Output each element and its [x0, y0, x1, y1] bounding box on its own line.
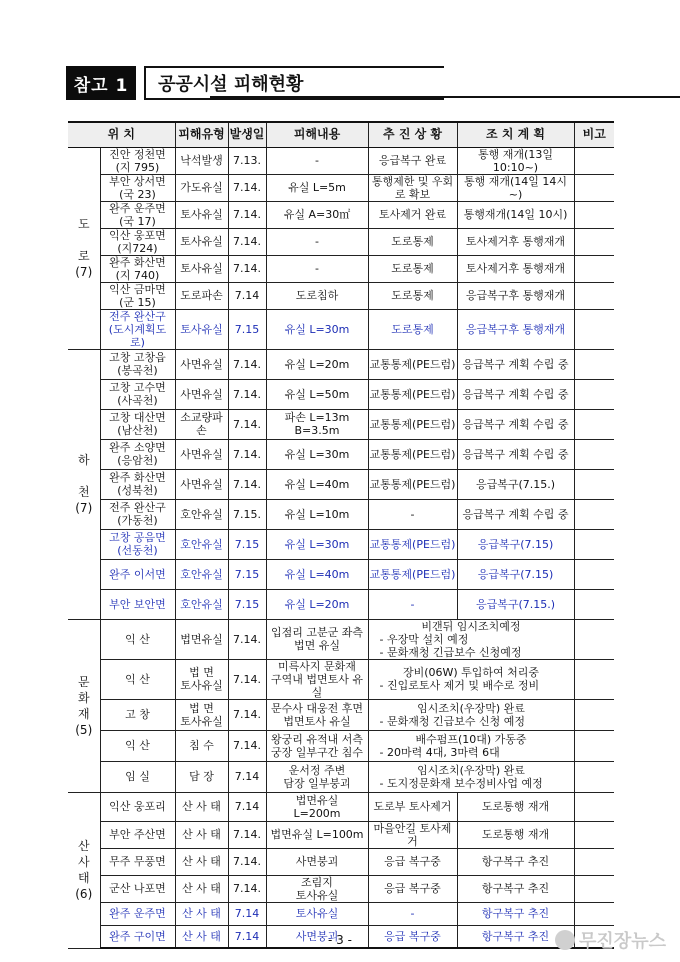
- type-cell: 법면유실: [175, 619, 228, 659]
- plan-cell: 임시조치(우장막) 완료 - 도지정문화재 보수정비사업 예정: [368, 761, 574, 792]
- damage-cell: 유실 L=10m: [266, 499, 368, 529]
- status-cell: 교통통제(PE드럼): [368, 559, 457, 589]
- plan-cell: 토사제거후 통행재개: [457, 228, 574, 255]
- plan-cell: 응급복구 계획 수립 중: [457, 499, 574, 529]
- status-cell: 교통통제(PE드럼): [368, 529, 457, 559]
- note-cell: [574, 848, 614, 875]
- table-row: [68, 228, 614, 255]
- damage-cell: 유실 L=30m: [266, 529, 368, 559]
- location-cell: 전주 완산구 (가동천): [100, 499, 175, 529]
- note-cell: [574, 228, 614, 255]
- type-cell: 법 면 토사유실: [175, 659, 228, 699]
- table-row: [68, 848, 614, 875]
- col-date: 발생일: [228, 122, 266, 147]
- table-row: [68, 282, 614, 309]
- damage-cell: 사면붕괴: [266, 925, 368, 948]
- type-cell: 가도유실: [175, 174, 228, 201]
- status-cell: -: [368, 902, 457, 925]
- table-row: [68, 469, 614, 499]
- note-cell: [574, 174, 614, 201]
- watermark-text: 무진장뉴스: [579, 931, 666, 952]
- table-row: [68, 499, 614, 529]
- table-row: [68, 409, 614, 439]
- location-cell: 고창 공음면 (선동천): [100, 529, 175, 559]
- table-row: [68, 659, 614, 699]
- date-cell: 7.15: [228, 529, 266, 559]
- date-cell: 7.14.: [228, 469, 266, 499]
- col-plan: 조 치 계 획: [457, 122, 574, 147]
- plan-cell: 응급복구(7.15): [457, 559, 574, 589]
- status-cell: 마을안길 토사제거: [368, 821, 457, 848]
- status-cell: 토사제거 완료: [368, 201, 457, 228]
- damage-cell: 유실 L=20m: [266, 349, 368, 379]
- note-cell: [574, 699, 614, 730]
- plan-cell: 응급복구후 통행재개: [457, 309, 574, 349]
- table-row: [68, 439, 614, 469]
- note-cell: [574, 379, 614, 409]
- page-number: - 3 -: [328, 933, 352, 947]
- date-cell: 7.15: [228, 309, 266, 349]
- location-cell: 전주 완산구 (도시계획도로): [100, 309, 175, 349]
- plan-cell: 도로통행 재개: [457, 792, 574, 821]
- plan-cell: 통행 재개(14일 14시~): [457, 174, 574, 201]
- table-row: [68, 349, 614, 379]
- damage-cell: 유실 L=30m: [266, 439, 368, 469]
- damage-cell: 파손 L=13m B=3.5m: [266, 409, 368, 439]
- table-row: [68, 147, 614, 174]
- date-cell: 7.15: [228, 559, 266, 589]
- location-cell: 군산 나포면: [100, 875, 175, 902]
- type-cell: 산 사 태: [175, 821, 228, 848]
- plan-cell: 통행 재개(13일 10:10~): [457, 147, 574, 174]
- location-cell: 고창 대산면 (남산천): [100, 409, 175, 439]
- date-cell: 7.14.: [228, 228, 266, 255]
- category-heritage: 문 화 재 (5): [68, 619, 100, 792]
- location-cell: 부안 보안면: [100, 589, 175, 619]
- page-title: 공공시설 피해현황: [144, 66, 444, 100]
- location-cell: 무주 무풍면: [100, 848, 175, 875]
- damage-cell: 유실 L=40m: [266, 559, 368, 589]
- note-cell: [574, 409, 614, 439]
- location-cell: 완주 구이면: [100, 925, 175, 948]
- plan-cell: 응급복구 계획 수립 중: [457, 349, 574, 379]
- plan-cell: 통행재개(14일 10시): [457, 201, 574, 228]
- table-row: [68, 174, 614, 201]
- note-cell: [574, 902, 614, 925]
- damage-cell: 왕궁리 유적내 서측 궁장 일부구간 침수: [266, 730, 368, 761]
- date-cell: 7.15.: [228, 499, 266, 529]
- plan-cell: 도로통행 재개: [457, 821, 574, 848]
- damage-cell: 유실 A=30㎡: [266, 201, 368, 228]
- status-cell: 교통통제(PE드럼): [368, 349, 457, 379]
- plan-cell: 응급복구 계획 수립 중: [457, 379, 574, 409]
- table-row: [68, 559, 614, 589]
- note-cell: [574, 792, 614, 821]
- plan-cell: 항구복구 추진: [457, 925, 574, 948]
- plan-cell: 장비(06W) 투입하여 처리중 - 진입로토사 제거 및 배수로 정비: [368, 659, 574, 699]
- status-cell: 도로통제: [368, 309, 457, 349]
- location-cell: 익 산: [100, 619, 175, 659]
- location-cell: 완주 화산면 (지 740): [100, 255, 175, 282]
- note-cell: [574, 619, 614, 659]
- damage-cell: 유실 L=50m: [266, 379, 368, 409]
- damage-cell: -: [266, 228, 368, 255]
- status-cell: 도로통제: [368, 282, 457, 309]
- table-header-row: [68, 122, 614, 147]
- note-cell: [574, 589, 614, 619]
- location-cell: 익 산: [100, 659, 175, 699]
- type-cell: 산 사 태: [175, 925, 228, 948]
- table-row: [68, 699, 614, 730]
- col-type: 피해유형: [175, 122, 228, 147]
- location-cell: 완주 소양면 (응암천): [100, 439, 175, 469]
- category-river: 하 천 (7): [68, 349, 100, 619]
- table-row: [68, 619, 614, 659]
- type-cell: 호안유실: [175, 559, 228, 589]
- plan-cell: 응급복구 계획 수립 중: [457, 409, 574, 439]
- damage-cell: 유실 L=40m: [266, 469, 368, 499]
- date-cell: 7.14.: [228, 619, 266, 659]
- damage-cell: 유실 L=20m: [266, 589, 368, 619]
- location-cell: 진안 정천면 (지 795): [100, 147, 175, 174]
- table-row: [68, 201, 614, 228]
- type-cell: 침 수: [175, 730, 228, 761]
- damage-cell: 유실 L=30m: [266, 309, 368, 349]
- col-location: 위 치: [68, 122, 175, 147]
- note-cell: [574, 875, 614, 902]
- plan-cell: 비갠뒤 임시조치예정 - 우장막 설치 예정 - 문화재청 긴급보수 신청예정: [368, 619, 574, 659]
- location-cell: 완주 화산면 (성북천): [100, 469, 175, 499]
- table-row: [68, 875, 614, 902]
- note-cell: [574, 559, 614, 589]
- location-cell: 고창 고수면 (사곡천): [100, 379, 175, 409]
- date-cell: 7.14: [228, 761, 266, 792]
- plan-cell: 토사제거후 통행재개: [457, 255, 574, 282]
- date-cell: 7.14.: [228, 349, 266, 379]
- table-row: [68, 821, 614, 848]
- table-row: [68, 379, 614, 409]
- note-cell: [574, 147, 614, 174]
- date-cell: 7.14: [228, 902, 266, 925]
- status-cell: 교통통제(PE드럼): [368, 379, 457, 409]
- note-cell: [574, 309, 614, 349]
- location-cell: 익 산: [100, 730, 175, 761]
- type-cell: 소교량파손: [175, 409, 228, 439]
- note-cell: [574, 255, 614, 282]
- location-cell: 부안 주산면: [100, 821, 175, 848]
- plan-cell: 임시조치(우장막) 완료 - 문화재청 긴급보수 신청 예정: [368, 699, 574, 730]
- damage-cell: 조림지 토사유실: [266, 875, 368, 902]
- location-cell: 익산 금마면 (군 15): [100, 282, 175, 309]
- date-cell: 7.14.: [228, 201, 266, 228]
- type-cell: 사면유실: [175, 349, 228, 379]
- plan-cell: 항구복구 추진: [457, 875, 574, 902]
- type-cell: 산 사 태: [175, 848, 228, 875]
- damage-cell: 운서정 주변 담장 일부붕괴: [266, 761, 368, 792]
- location-cell: 익산 웅포면 (지724): [100, 228, 175, 255]
- note-cell: [574, 201, 614, 228]
- damage-cell: -: [266, 147, 368, 174]
- table-row: [68, 792, 614, 821]
- location-cell: 고창 고창읍 (봉곡천): [100, 349, 175, 379]
- type-cell: 토사유실: [175, 201, 228, 228]
- status-cell: 통행제한 및 우회로 확보: [368, 174, 457, 201]
- date-cell: 7.14.: [228, 821, 266, 848]
- watermark-logo-icon: [555, 930, 575, 950]
- date-cell: 7.14.: [228, 174, 266, 201]
- table-row: [68, 730, 614, 761]
- status-cell: -: [368, 589, 457, 619]
- date-cell: 7.13.: [228, 147, 266, 174]
- table-row: [68, 902, 614, 925]
- table-row: [68, 309, 614, 349]
- reference-tag: 참고 1: [66, 66, 136, 100]
- location-cell: 완주 운주면: [100, 902, 175, 925]
- type-cell: 도로파손: [175, 282, 228, 309]
- table-row: [68, 761, 614, 792]
- status-cell: 응급 복구중: [368, 925, 457, 948]
- damage-table: [68, 121, 614, 949]
- status-cell: 도로통제: [368, 228, 457, 255]
- type-cell: 호안유실: [175, 589, 228, 619]
- type-cell: 산 사 태: [175, 875, 228, 902]
- plan-cell: 배수펌프(10대) 가동중 - 20마력 4대, 3마력 6대: [368, 730, 574, 761]
- table-row: [68, 529, 614, 559]
- type-cell: 토사유실: [175, 309, 228, 349]
- type-cell: 호안유실: [175, 499, 228, 529]
- date-cell: 7.14: [228, 282, 266, 309]
- type-cell: 사면유실: [175, 469, 228, 499]
- plan-cell: 응급복구후 통행재개: [457, 282, 574, 309]
- location-cell: 임 실: [100, 761, 175, 792]
- watermark: [555, 927, 666, 953]
- plan-cell: 응급복구(7.15.): [457, 589, 574, 619]
- note-cell: [574, 282, 614, 309]
- header-rule: [210, 96, 680, 98]
- date-cell: 7.14.: [228, 409, 266, 439]
- table-row: [68, 255, 614, 282]
- plan-cell: 응급복구 계획 수립 중: [457, 439, 574, 469]
- type-cell: 사면유실: [175, 439, 228, 469]
- date-cell: 7.14.: [228, 699, 266, 730]
- location-cell: 익산 웅포리: [100, 792, 175, 821]
- status-cell: 응급 복구중: [368, 875, 457, 902]
- col-note: 비고: [574, 122, 614, 147]
- type-cell: 토사유실: [175, 228, 228, 255]
- table-row: [68, 589, 614, 619]
- type-cell: 담 장: [175, 761, 228, 792]
- date-cell: 7.14: [228, 925, 266, 948]
- date-cell: 7.14.: [228, 659, 266, 699]
- status-cell: 도로통제: [368, 255, 457, 282]
- note-cell: [574, 730, 614, 761]
- note-cell: [574, 349, 614, 379]
- status-cell: 교통통제(PE드럼): [368, 439, 457, 469]
- type-cell: 사면유실: [175, 379, 228, 409]
- status-cell: 도로부 토사제거: [368, 792, 457, 821]
- type-cell: 법 면 토사유실: [175, 699, 228, 730]
- type-cell: 토사유실: [175, 255, 228, 282]
- date-cell: 7.14: [228, 792, 266, 821]
- status-cell: 응급 복구중: [368, 848, 457, 875]
- damage-cell: 법면유실 L=200m: [266, 792, 368, 821]
- damage-cell: 유실 L=5m: [266, 174, 368, 201]
- plan-cell: 항구복구 추진: [457, 902, 574, 925]
- type-cell: 낙석발생: [175, 147, 228, 174]
- status-cell: 교통통제(PE드럼): [368, 409, 457, 439]
- damage-cell: -: [266, 255, 368, 282]
- status-cell: 응급복구 완료: [368, 147, 457, 174]
- status-cell: -: [368, 499, 457, 529]
- damage-cell: 법면유실 L=100m: [266, 821, 368, 848]
- note-cell: [574, 499, 614, 529]
- section-header: [66, 66, 444, 100]
- date-cell: 7.14.: [228, 379, 266, 409]
- date-cell: 7.14.: [228, 848, 266, 875]
- note-cell: [574, 659, 614, 699]
- damage-cell: 미륵사지 문화재 구역내 법면토사 유실: [266, 659, 368, 699]
- note-cell: [574, 439, 614, 469]
- damage-cell: 도로침하: [266, 282, 368, 309]
- location-cell: 완주 운주면 (국 17): [100, 201, 175, 228]
- status-cell: 교통통제(PE드럼): [368, 469, 457, 499]
- date-cell: 7.14.: [228, 730, 266, 761]
- type-cell: 산 사 태: [175, 792, 228, 821]
- damage-cell: 사면붕괴: [266, 848, 368, 875]
- date-cell: 7.14.: [228, 439, 266, 469]
- category-landslide: 산 사 태 (6): [68, 792, 100, 948]
- col-damage: 피해내용: [266, 122, 368, 147]
- damage-cell: 토사유실: [266, 902, 368, 925]
- plan-cell: 응급복구(7.15): [457, 529, 574, 559]
- location-cell: 부안 상서면 (국 23): [100, 174, 175, 201]
- plan-cell: 항구복구 추진: [457, 848, 574, 875]
- plan-cell: 응급복구(7.15.): [457, 469, 574, 499]
- note-cell: [574, 761, 614, 792]
- damage-cell: 문수사 대웅전 후면 법면토사 유실: [266, 699, 368, 730]
- category-road: 도 로 (7): [68, 147, 100, 349]
- col-status: 추 진 상 황: [368, 122, 457, 147]
- type-cell: 호안유실: [175, 529, 228, 559]
- location-cell: 완주 이서면: [100, 559, 175, 589]
- date-cell: 7.14.: [228, 255, 266, 282]
- date-cell: 7.15: [228, 589, 266, 619]
- note-cell: [574, 469, 614, 499]
- location-cell: 고 창: [100, 699, 175, 730]
- damage-cell: 입점리 고분군 좌측 법면 유실: [266, 619, 368, 659]
- note-cell: [574, 529, 614, 559]
- note-cell: [574, 821, 614, 848]
- type-cell: 산 사 태: [175, 902, 228, 925]
- date-cell: 7.14.: [228, 875, 266, 902]
